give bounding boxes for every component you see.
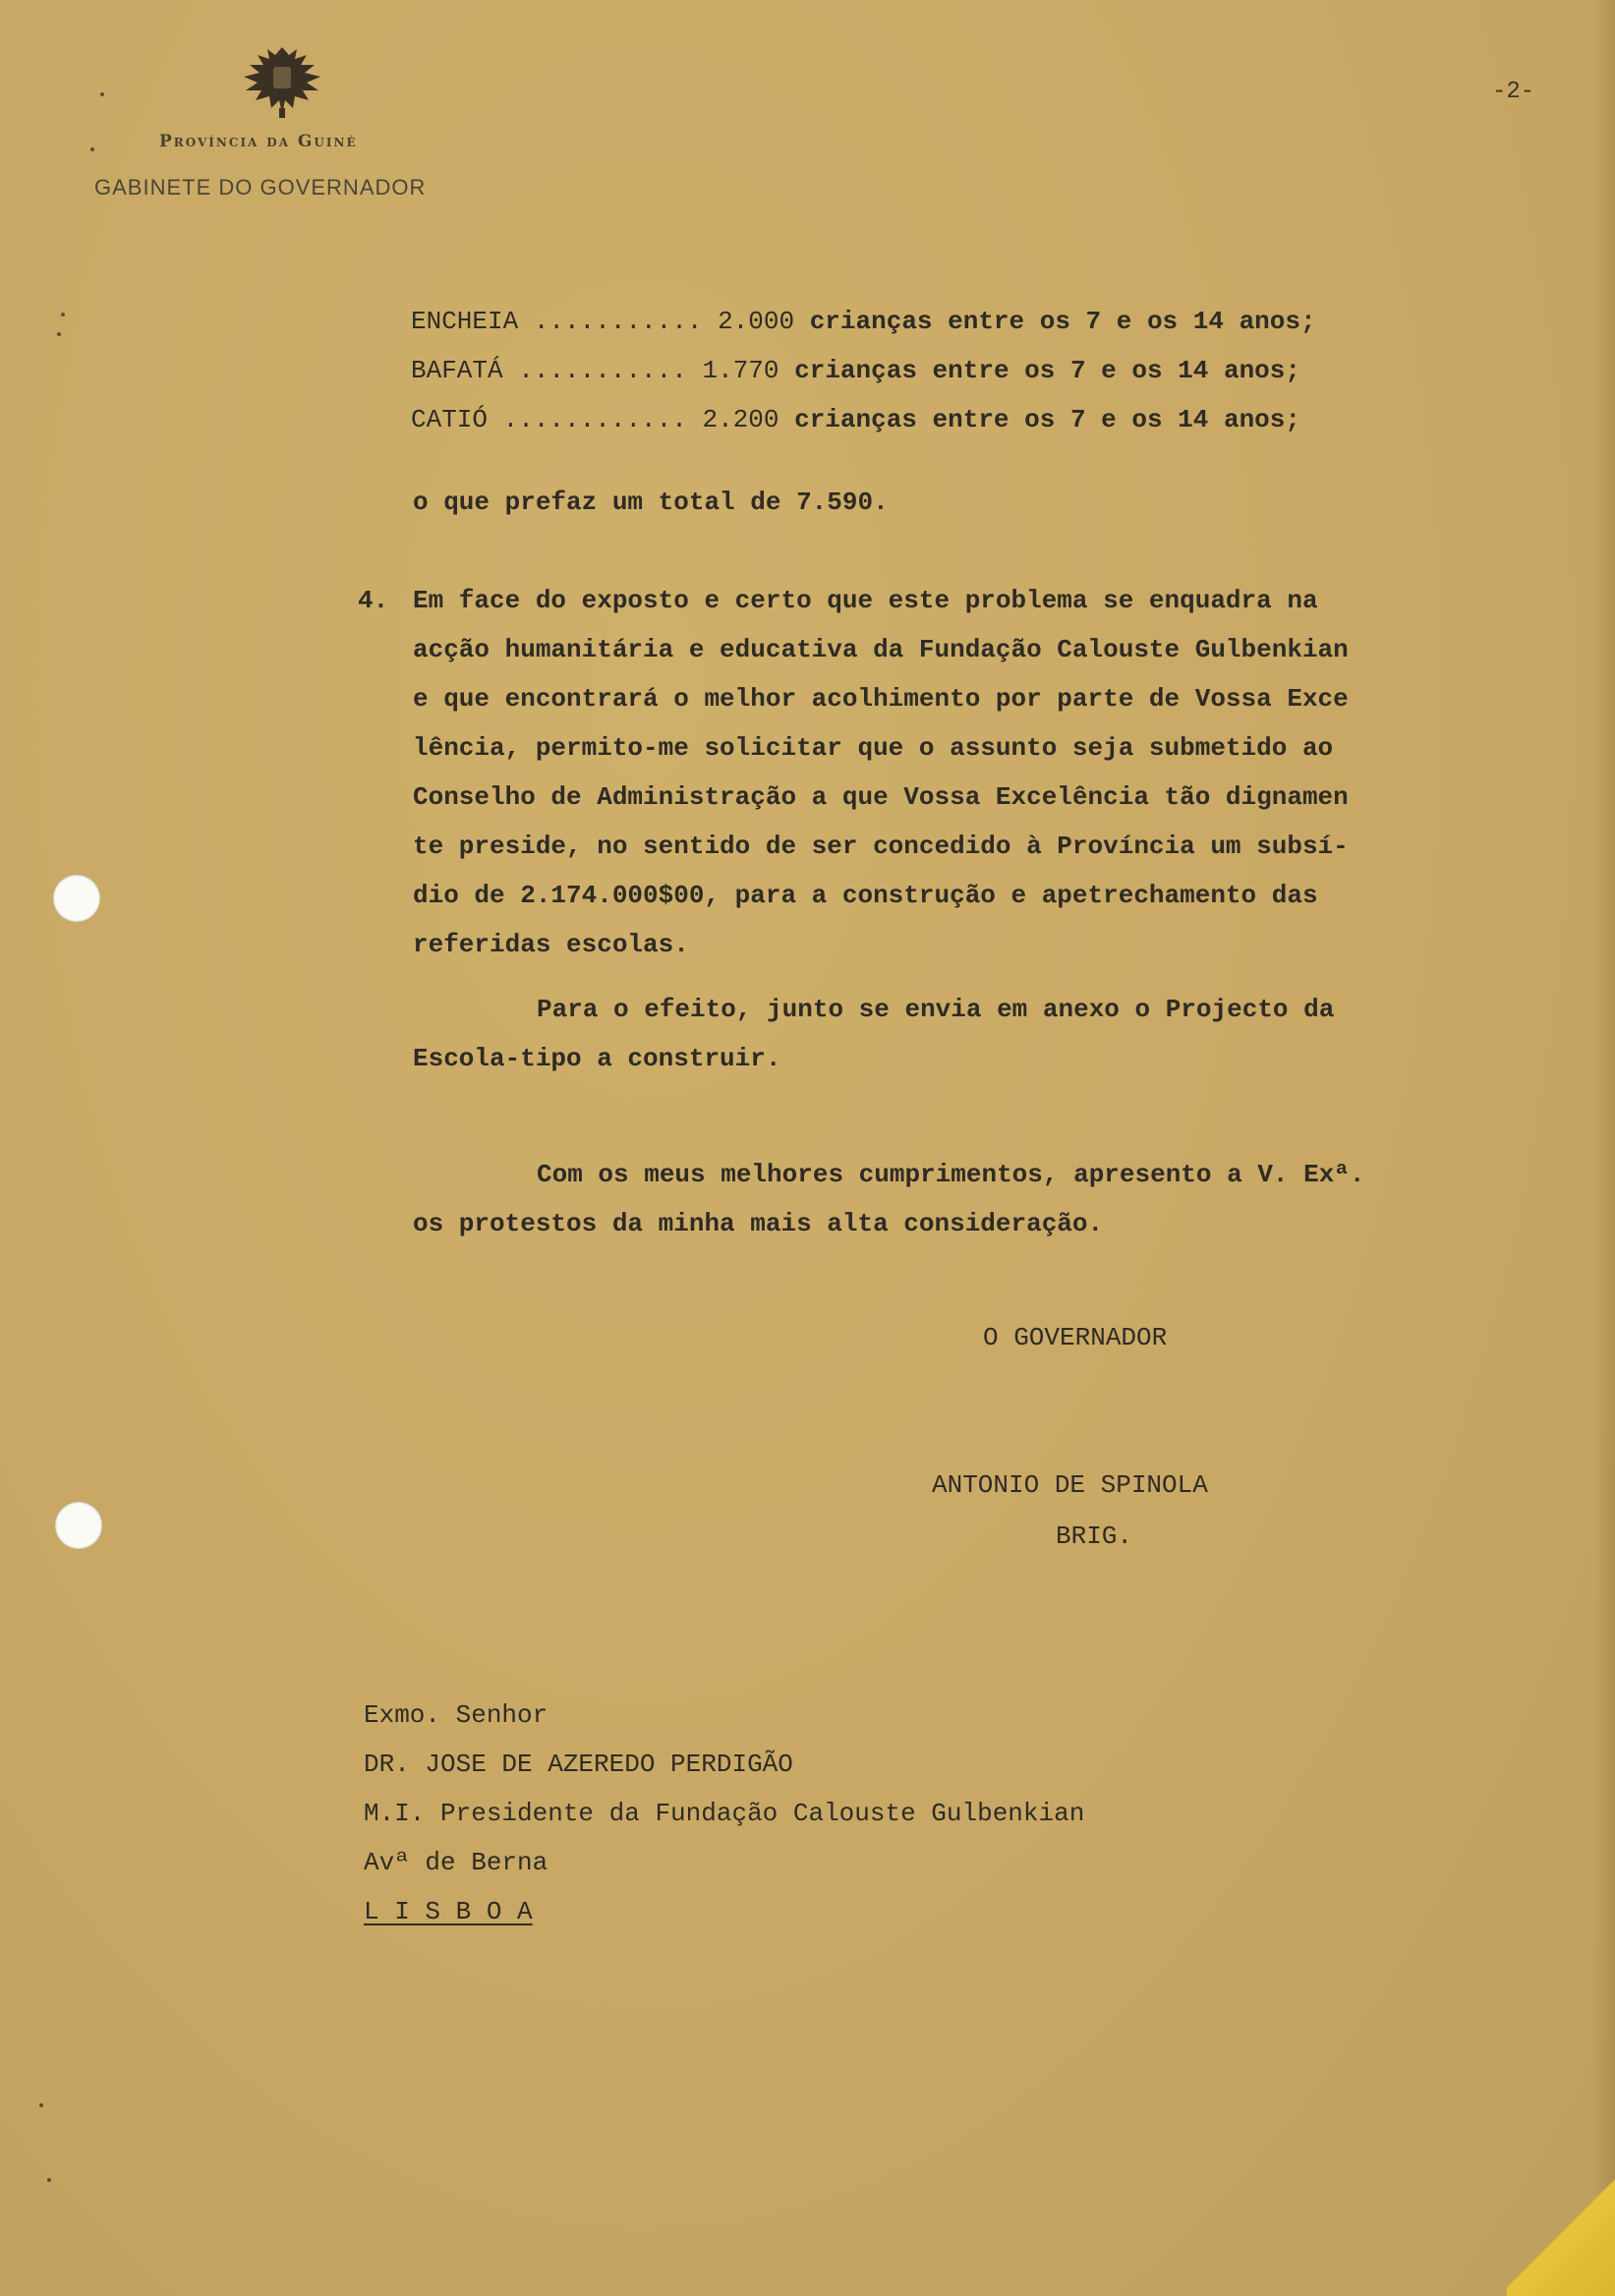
signature-name: ANTONIO DE SPINOLA [932,1470,1208,1500]
addressee-name: DR. JOSE DE AZEREDO PERDIGÃO [364,1750,793,1779]
page-number: -2- [1492,79,1535,105]
school-count: 2.000 [718,307,795,336]
paper-speck [39,2103,43,2107]
closing-line: os protestos da minha mais alta consideração. [413,1209,1104,1238]
page-edge-shadow [1593,0,1615,2296]
school-description: crianças entre os 7 e os 14 anos; [794,405,1300,434]
leader-dots: ........... [518,356,687,385]
coat-of-arms-icon [236,43,328,122]
paragraph-line: Conselho de Administração a que Vossa Excelência tão dignamen [413,782,1349,812]
signature-rank: BRIG. [1056,1521,1133,1551]
addressee-street: Avª de Berna [364,1848,548,1877]
paragraph-number: 4. [358,586,389,615]
leader-dots: ............ [502,405,687,434]
total-line: o que prefaz um total de 7.590. [413,488,889,517]
school-place: ENCHEIA [411,307,519,336]
paper-speck [61,313,65,316]
letterhead-province: Província da Guiné [159,132,358,151]
paper-speck [90,147,94,151]
school-row [411,356,1300,385]
addressee-city: L I S B O A [364,1897,533,1926]
school-place: CATIÓ [411,405,489,434]
paragraph-line: referidas escolas. [413,930,689,959]
closing-line: Com os meus melhores cumprimentos, apresento a V. Exª. [537,1160,1365,1189]
paragraph-line: dio de 2.174.000$00, para a construção e apetrechamento das [413,881,1318,910]
punch-hole-bottom [55,1502,102,1549]
enclosure-line: Para o efeito, junto se envia em anexo o Projecto da [537,995,1335,1024]
school-description: crianças entre os 7 e os 14 anos; [809,307,1316,336]
school-description: crianças entre os 7 e os 14 anos; [794,356,1300,385]
addressee-position: M.I. Presidente da Fundação Calouste Gulbenkian [364,1799,1085,1828]
addressee-salutation: Exmo. Senhor [364,1700,548,1730]
paragraph-line: acção humanitária e educativa da Fundação Calouste Gulbenkian [413,635,1349,664]
school-row [411,405,1300,434]
school-place: BAFATÁ [411,356,503,385]
paragraph-line: Em face do exposto e certo que este problema se enquadra na [413,586,1318,615]
paragraph-line: lência, permito-me solicitar que o assunto seja submetido ao [413,733,1334,763]
leader-dots: ........... [533,307,703,336]
letterhead-office: GABINETE DO GOVERNADOR [94,175,427,200]
paper-speck [47,2178,51,2182]
paragraph-line: e que encontrará o melhor acolhimento por parte de Vossa Exce [413,684,1349,714]
school-count: 1.770 [702,356,779,385]
school-row [411,307,1316,336]
signature-title: O GOVERNADOR [983,1323,1168,1352]
paper-speck [100,92,104,96]
punch-hole-top [53,875,100,922]
enclosure-line: Escola-tipo a construir. [413,1044,781,1073]
folded-corner [1507,2168,1615,2296]
paper-speck [57,332,61,336]
paragraph-line: te preside, no sentido de ser concedido à Província um subsí- [413,832,1349,861]
school-count: 2.200 [702,405,779,434]
